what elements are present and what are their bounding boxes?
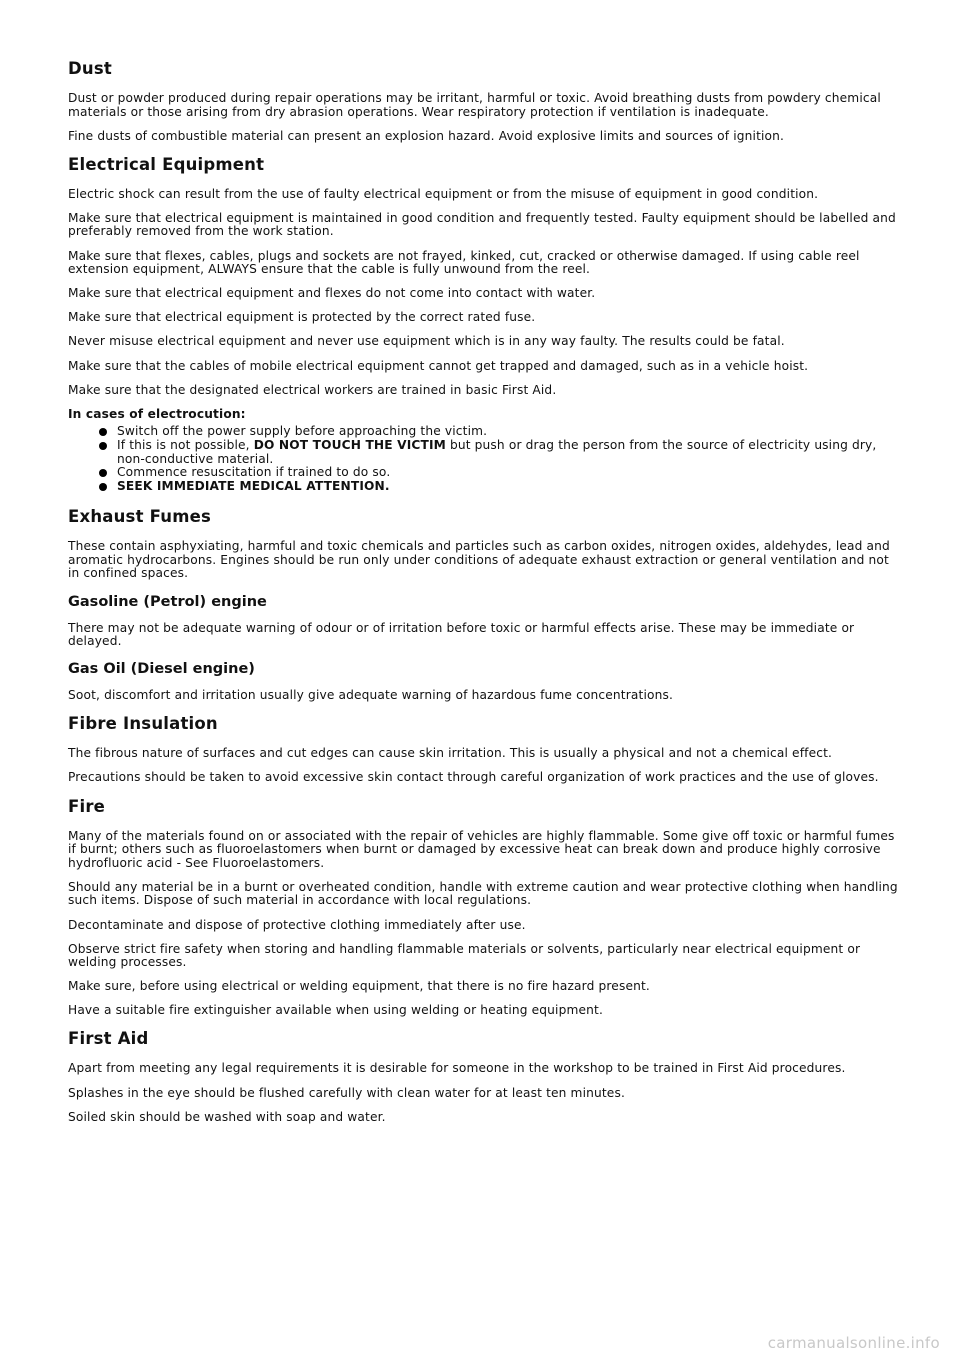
bullet-icon	[99, 469, 107, 477]
paragraph: Fine dusts of combustible material can present an explosion hazard. Avoid explosive limits and sources of ignition.	[68, 128, 785, 143]
list-item	[68, 466, 898, 480]
electrocution-label: In cases of electrocution:	[68, 406, 246, 421]
paragraph: Soiled skin should be washed with soap and water.	[68, 1109, 386, 1124]
list-item	[68, 425, 898, 439]
list-item-text-bold: DO NOT TOUCH THE VICTIM	[253, 437, 446, 452]
watermark: carmanualsonline.info	[767, 1334, 940, 1352]
paragraph: Splashes in the eye should be flushed carefully with clean water for at least ten minutes.	[68, 1085, 625, 1100]
heading-electrical-equipment: Electrical Equipment	[68, 154, 265, 174]
bullet-icon	[99, 483, 107, 491]
heading-fire: Fire	[68, 796, 106, 816]
section-fire	[68, 796, 898, 1018]
list-item-text-pre: If this is not possible,	[117, 437, 254, 452]
list-item-text-post: but push or drag the person from the source of electricity using dry, non-conductive material.	[117, 437, 877, 466]
paragraph: Make sure that electrical equipment is protected by the correct rated fuse.	[68, 310, 536, 325]
paragraph: Make sure that flexes, cables, plugs and sockets are not frayed, kinked, cut, cracked or otherwise damaged. If using cable reel extension equipment, ALWAYS ensure that the cable is fully unwound from the reel.	[68, 248, 860, 277]
paragraph: There may not be adequate warning of odour or of irritation before toxic or harmful effects arise. These may be immediate or delayed.	[68, 620, 855, 649]
list-item-text: Commence resuscitation if trained to do so.	[117, 465, 391, 480]
paragraph: The fibrous nature of surfaces and cut edges can cause skin irritation. This is usually a physical and not a chemical effect.	[68, 746, 833, 761]
bullet-icon	[99, 428, 107, 436]
paragraph: Apart from meeting any legal requirements it is desirable for someone in the workshop to be trained in First Aid procedures.	[68, 1061, 846, 1076]
section-dust	[68, 58, 898, 143]
paragraph: Make sure that the designated electrical workers are trained in basic First Aid.	[68, 382, 557, 397]
paragraph: Electric shock can result from the use of faulty electrical equipment or from the misuse of equipment in good condition.	[68, 186, 819, 201]
paragraph: Never misuse electrical equipment and never use equipment which is in any way faulty. The results could be fatal.	[68, 334, 785, 349]
heading-exhaust-fumes: Exhaust Fumes	[68, 507, 211, 527]
list-item	[68, 480, 898, 494]
heading-first-aid: First Aid	[68, 1029, 149, 1049]
list-item	[68, 439, 898, 466]
list-item-text: SEEK IMMEDIATE MEDICAL ATTENTION.	[117, 478, 390, 493]
subheading-gasoline: Gasoline (Petrol) engine	[68, 593, 267, 610]
list-item-text: Switch off the power supply before approaching the victim.	[117, 424, 488, 439]
paragraph: Make sure that electrical equipment and flexes do not come into contact with water.	[68, 286, 596, 301]
heading-dust: Dust	[68, 59, 112, 78]
subheading-diesel: Gas Oil (Diesel engine)	[68, 661, 255, 678]
paragraph: Decontaminate and dispose of protective clothing immediately after use.	[68, 917, 526, 932]
section-electrical-equipment	[68, 154, 898, 494]
paragraph: Make sure, before using electrical or welding equipment, that there is no fire hazard present.	[68, 979, 650, 994]
paragraph: Have a suitable fire extinguisher available when using welding or heating equipment.	[68, 1003, 603, 1018]
section-fibre-insulation	[68, 713, 898, 785]
section-first-aid	[68, 1028, 898, 1124]
document-page	[68, 58, 898, 1135]
paragraph: Precautions should be taken to avoid excessive skin contact through careful organization of work practices and the use of gloves.	[68, 770, 879, 785]
paragraph: Make sure that the cables of mobile electrical equipment cannot get trapped and damaged, such as in a vehicle hoist.	[68, 358, 809, 373]
paragraph: Observe strict fire safety when storing and handling flammable materials or solvents, particularly near electrical equipment or welding processes.	[68, 941, 861, 970]
paragraph: Should any material be in a burnt or overheated condition, handle with extreme caution and wear protective clothing when handling such items. Dispose of such material in accordance with local regulations.	[68, 879, 898, 908]
bullet-icon	[99, 442, 107, 450]
paragraph: Soot, discomfort and irritation usually give adequate warning of hazardous fume concentrations.	[68, 688, 673, 703]
paragraph: Dust or powder produced during repair operations may be irritant, harmful or toxic. Avoid breathing dusts from powdery chemical materials or those arising from dry abrasion operations. Wear respiratory protection if ventilation is inadequate.	[68, 91, 881, 119]
electrocution-steps-list	[68, 425, 898, 493]
paragraph: These contain asphyxiating, harmful and toxic chemicals and particles such as carbon oxides, nitrogen oxides, aldehydes, lead and aromatic hydrocarbons. Engines should be run only under conditions of adequate exhaust extraction or general ventilation and not in confined spaces.	[68, 539, 890, 581]
heading-fibre-insulation: Fibre Insulation	[68, 714, 218, 734]
section-exhaust-fumes	[68, 506, 898, 703]
paragraph: Make sure that electrical equipment is maintained in good condition and frequently tested. Faulty equipment should be labelled and preferably removed from the work station.	[68, 210, 896, 239]
paragraph: Many of the materials found on or associated with the repair of vehicles are highly flammable. Some give off toxic or harmful fumes if burnt; others such as fluoroelastomers when burnt or damaged by excessive heat can break down and produce highly corrosive hydrofluoric acid - See Fluoroelastomers.	[68, 828, 895, 870]
